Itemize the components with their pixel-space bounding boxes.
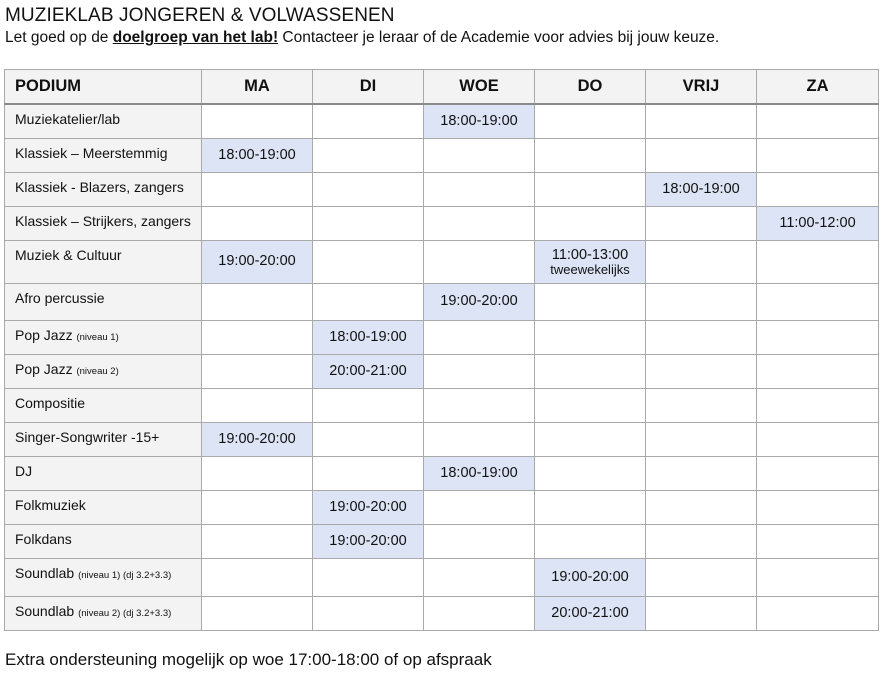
time-slot-text: 18:00-19:00	[218, 146, 296, 163]
empty-slot	[757, 354, 879, 388]
empty-slot	[202, 524, 313, 558]
table-row	[5, 354, 879, 388]
empty-slot	[646, 558, 757, 596]
time-slot-text: 19:00-20:00	[218, 430, 296, 447]
time-slot-text: 19:00-20:00	[329, 498, 407, 515]
time-slot	[313, 524, 424, 558]
time-slot	[424, 283, 535, 320]
empty-slot	[757, 240, 879, 283]
time-slot	[535, 240, 646, 283]
empty-slot	[202, 104, 313, 138]
row-label	[5, 490, 202, 524]
empty-slot	[757, 596, 879, 630]
empty-slot	[757, 320, 879, 354]
table-row	[5, 596, 879, 630]
time-slot	[424, 456, 535, 490]
subtitle-after: Contacteer je leraar of de Academie voor advies bij jouw keuze.	[278, 29, 720, 46]
empty-slot	[757, 283, 879, 320]
empty-slot	[646, 283, 757, 320]
table-row	[5, 388, 879, 422]
empty-slot	[424, 558, 535, 596]
row-label	[5, 283, 202, 320]
row-label-text: Folkdans	[15, 530, 72, 547]
footer-note: Extra ondersteuning mogelijk op woe 17:00-18:00 of op afspraak	[5, 650, 492, 669]
col-header-ma: MA	[202, 70, 313, 105]
empty-slot	[646, 490, 757, 524]
time-slot-text: 18:00-19:00	[440, 112, 518, 129]
row-label	[5, 206, 202, 240]
time-slot	[202, 240, 313, 283]
time-slot	[202, 422, 313, 456]
time-slot-text: 11:00-12:00	[779, 214, 856, 231]
time-slot-text: 18:00-19:00	[440, 464, 518, 481]
empty-slot	[424, 138, 535, 172]
table-row	[5, 558, 879, 596]
empty-slot	[313, 422, 424, 456]
row-label-text: Klassiek – Strijkers, zangers	[15, 212, 191, 229]
empty-slot	[757, 138, 879, 172]
empty-slot	[535, 354, 646, 388]
header-row	[5, 70, 879, 105]
empty-slot	[313, 283, 424, 320]
table-row	[5, 456, 879, 490]
row-label-text: Folkmuziek	[15, 496, 86, 513]
col-header-podium: PODIUM	[5, 70, 202, 105]
empty-slot	[424, 490, 535, 524]
time-slot	[757, 206, 879, 240]
row-label	[5, 558, 202, 596]
empty-slot	[202, 354, 313, 388]
empty-slot	[424, 422, 535, 456]
empty-slot	[202, 172, 313, 206]
schedule-table	[4, 69, 879, 631]
time-slot	[646, 172, 757, 206]
row-label-text: Klassiek – Meerstemmig	[15, 144, 168, 161]
empty-slot	[646, 388, 757, 422]
empty-slot	[646, 422, 757, 456]
row-label-text: Pop Jazz	[15, 326, 73, 343]
empty-slot	[535, 490, 646, 524]
row-label-text: Soundlab	[15, 564, 75, 581]
table-row	[5, 524, 879, 558]
row-label	[5, 456, 202, 490]
col-header-vrij: VRIJ	[646, 70, 757, 105]
empty-slot	[313, 104, 424, 138]
empty-slot	[757, 524, 879, 558]
empty-slot	[535, 283, 646, 320]
time-slot-text: 20:00-21:00	[329, 362, 407, 379]
empty-slot	[424, 320, 535, 354]
row-label	[5, 240, 202, 283]
row-label	[5, 524, 202, 558]
empty-slot	[646, 456, 757, 490]
row-label	[5, 138, 202, 172]
empty-slot	[757, 456, 879, 490]
row-label	[5, 422, 202, 456]
time-slot	[535, 558, 646, 596]
table-row	[5, 490, 879, 524]
table-row	[5, 172, 879, 206]
empty-slot	[202, 596, 313, 630]
time-slot-text: 18:00-19:00	[329, 328, 407, 345]
time-slot-note: tweewekelijks	[550, 261, 630, 277]
empty-slot	[202, 320, 313, 354]
empty-slot	[424, 354, 535, 388]
time-slot	[313, 320, 424, 354]
empty-slot	[313, 206, 424, 240]
table-row	[5, 240, 879, 283]
time-slot-text: 19:00-20:00	[551, 568, 629, 585]
empty-slot	[646, 320, 757, 354]
empty-slot	[535, 104, 646, 138]
empty-slot	[313, 558, 424, 596]
row-label-text: Muziek & Cultuur	[15, 246, 122, 263]
empty-slot	[424, 172, 535, 206]
empty-slot	[757, 422, 879, 456]
col-header-woe: WOE	[424, 70, 535, 105]
empty-slot	[646, 104, 757, 138]
time-slot	[424, 104, 535, 138]
table-row	[5, 283, 879, 320]
table-row	[5, 422, 879, 456]
row-label	[5, 172, 202, 206]
empty-slot	[535, 206, 646, 240]
empty-slot	[202, 558, 313, 596]
table-row	[5, 320, 879, 354]
time-slot-text: 11:00-13:00	[551, 246, 629, 263]
time-slot	[313, 354, 424, 388]
empty-slot	[646, 206, 757, 240]
empty-slot	[535, 524, 646, 558]
row-label-text: Afro percussie	[15, 289, 105, 306]
empty-slot	[757, 104, 879, 138]
subtitle-emphasis: doelgroep van het lab!	[112, 29, 279, 46]
empty-slot	[646, 138, 757, 172]
time-slot	[202, 138, 313, 172]
col-header-do: DO	[535, 70, 646, 105]
row-label-text: Singer-Songwriter -15+	[15, 428, 160, 445]
row-label	[5, 388, 202, 422]
empty-slot	[646, 524, 757, 558]
row-label-text: Muziekatelier/lab	[15, 111, 121, 127]
empty-slot	[757, 490, 879, 524]
subtitle	[5, 29, 719, 47]
time-slot	[535, 596, 646, 630]
time-slot	[313, 490, 424, 524]
empty-slot	[313, 172, 424, 206]
time-slot-text: 19:00-20:00	[440, 293, 518, 309]
empty-slot	[313, 456, 424, 490]
empty-slot	[313, 138, 424, 172]
empty-slot	[313, 388, 424, 422]
row-label-text: DJ	[15, 462, 33, 479]
empty-slot	[202, 490, 313, 524]
empty-slot	[535, 320, 646, 354]
page-title: MUZIEKLAB JONGEREN & VOLWASSENEN	[5, 5, 395, 26]
empty-slot	[202, 283, 313, 320]
empty-slot	[535, 388, 646, 422]
empty-slot	[535, 456, 646, 490]
empty-slot	[757, 558, 879, 596]
empty-slot	[313, 240, 424, 283]
row-label-suffix: (niveau 2)	[76, 365, 119, 377]
empty-slot	[202, 206, 313, 240]
empty-slot	[202, 388, 313, 422]
table-row	[5, 206, 879, 240]
row-label	[5, 596, 202, 630]
row-label-text: Pop Jazz	[15, 360, 73, 377]
row-label	[5, 354, 202, 388]
empty-slot	[424, 524, 535, 558]
table-row	[5, 104, 879, 138]
subtitle-before: Let goed op de	[5, 29, 113, 46]
empty-slot	[424, 240, 535, 283]
empty-slot	[646, 354, 757, 388]
empty-slot	[757, 172, 879, 206]
table-row	[5, 138, 879, 172]
col-header-za: ZA	[757, 70, 879, 105]
empty-slot	[646, 596, 757, 630]
row-label-suffix: (niveau 2) (dj 3.2+3.3)	[78, 607, 172, 619]
time-slot-text: 20:00-21:00	[551, 604, 629, 621]
empty-slot	[313, 596, 424, 630]
col-header-di: DI	[313, 70, 424, 105]
row-label	[5, 104, 202, 138]
empty-slot	[424, 206, 535, 240]
time-slot-text: 18:00-19:00	[662, 180, 740, 197]
time-slot-text: 19:00-20:00	[218, 253, 296, 269]
empty-slot	[424, 596, 535, 630]
row-label-text: Compositie	[15, 394, 86, 411]
time-slot-text: 19:00-20:00	[329, 532, 407, 549]
row-label	[5, 320, 202, 354]
empty-slot	[646, 240, 757, 283]
empty-slot	[535, 422, 646, 456]
empty-slot	[535, 172, 646, 206]
row-label-text: Soundlab	[15, 602, 75, 619]
empty-slot	[535, 138, 646, 172]
row-label-suffix: (niveau 1) (dj 3.2+3.3)	[78, 569, 172, 581]
table-body	[5, 104, 879, 630]
row-label-suffix: (niveau 1)	[76, 331, 119, 343]
empty-slot	[757, 388, 879, 422]
empty-slot	[424, 388, 535, 422]
empty-slot	[202, 456, 313, 490]
row-label-text: Klassiek - Blazers, zangers	[15, 178, 184, 195]
